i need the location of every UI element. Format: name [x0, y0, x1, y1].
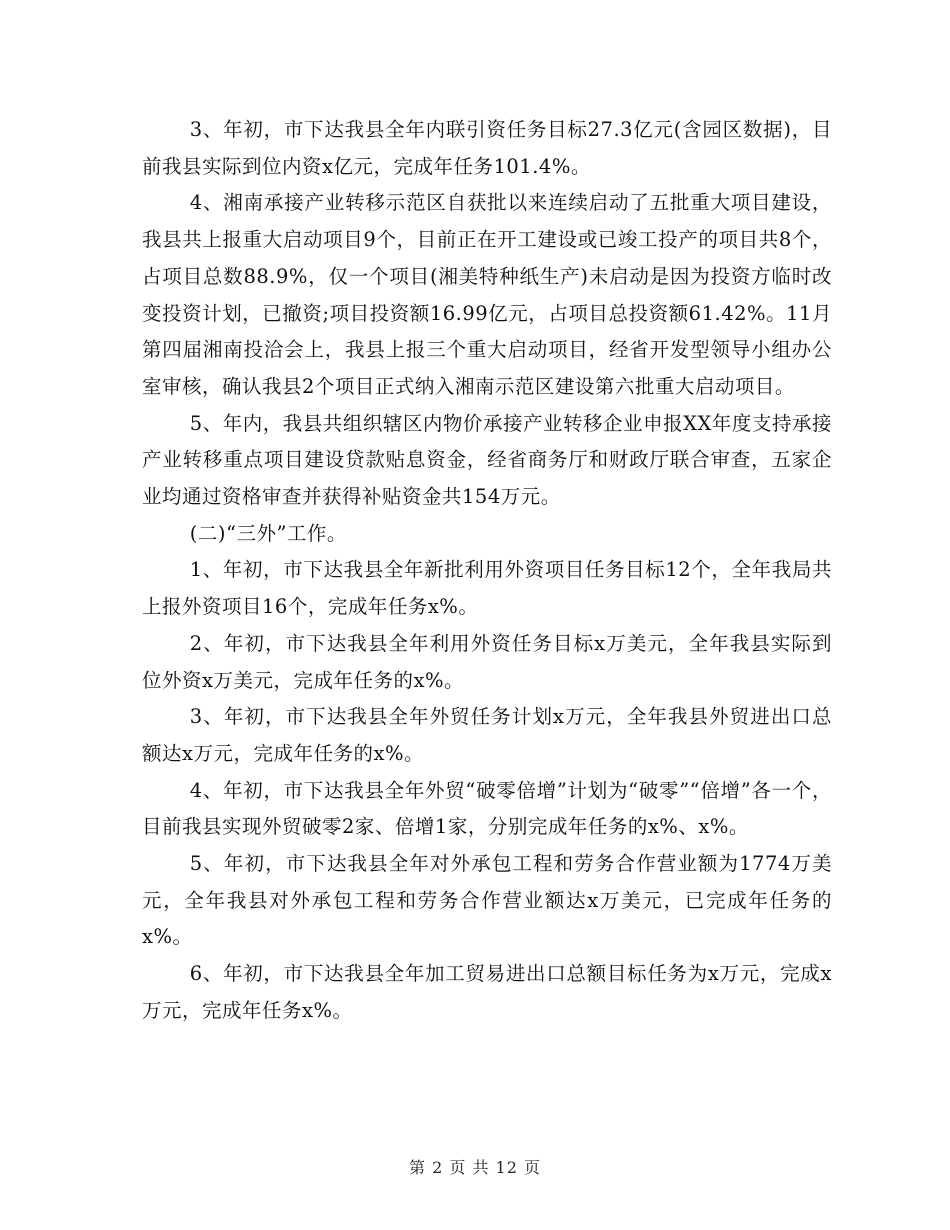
- paragraph-1: 3、年初，市下达我县全年内联引资任务目标27.3亿元(含园区数据)，目前我县实际到位内资x亿元，完成年任务101.4%。: [142, 118, 832, 178]
- paragraph-4: 1、年初，市下达我县全年新批利用外资项目任务目标12个，全年我局共上报外资项目16个，完成年任务x%。: [142, 558, 832, 619]
- paragraph-2: 4、湘南承接产业转移示范区自获批以来连续启动了五批重大项目建设，我县共上报重大启动项目9个，目前正在开工建设或已竣工投产的项目共8个，占项目总数88.9%，仅一个项目(湘美特种纸生产)未启动是因为投资方临时改变投资计划，已撤资;项目投资额16.99亿元，占项目总投资额61.42%。11月第四届湘南投洽会上，我县上报三个重大启动项目，经省开发型领导小组办公室审核，确认我县2个项目正式纳入湘南示范区建设第六批重大启动项目。: [142, 191, 832, 398]
- paragraph-8: 5、年初，市下达我县全年对外承包工程和劳务合作营业额为1774万美元，全年我县对外承包工程和劳务合作营业额达x万美元，已完成年任务的x%。: [142, 852, 832, 949]
- paragraph-5: 2、年初，市下达我县全年利用外资任务目标x万美元，全年我县实际到位外资x万美元，完成年任务的x%。: [142, 631, 832, 692]
- section-heading: (二)“三外”工作。: [189, 521, 347, 545]
- document-body: [142, 112, 832, 1030]
- page-number-footer: 第 2 页 共 12 页: [409, 1158, 541, 1177]
- paragraph-6: 3、年初，市下达我县全年外贸任务计划x万元，全年我县外贸进出口总额达x万元，完成年任务的x%。: [142, 705, 832, 765]
- paragraph-3: 5、年内，我县共组织辖区内物价承接产业转移企业申报XX年度支持承接产业转移重点项目建设贷款贴息资金，经省商务厅和财政厅联合审查，五家企业均通过资格审查并获得补贴资金共154万元。: [142, 411, 832, 509]
- paragraph-9: 6、年初，市下达我县全年加工贸易进出口总额目标任务为x万元，完成x万元，完成年任务x%。: [142, 962, 832, 1022]
- paragraph-7: 4、年初，市下达我县全年外贸“破零倍增”计划为“破零”“倍增”各一个，目前我县实现外贸破零2家、倍增1家，分别完成年任务的x%、x%。: [142, 778, 832, 839]
